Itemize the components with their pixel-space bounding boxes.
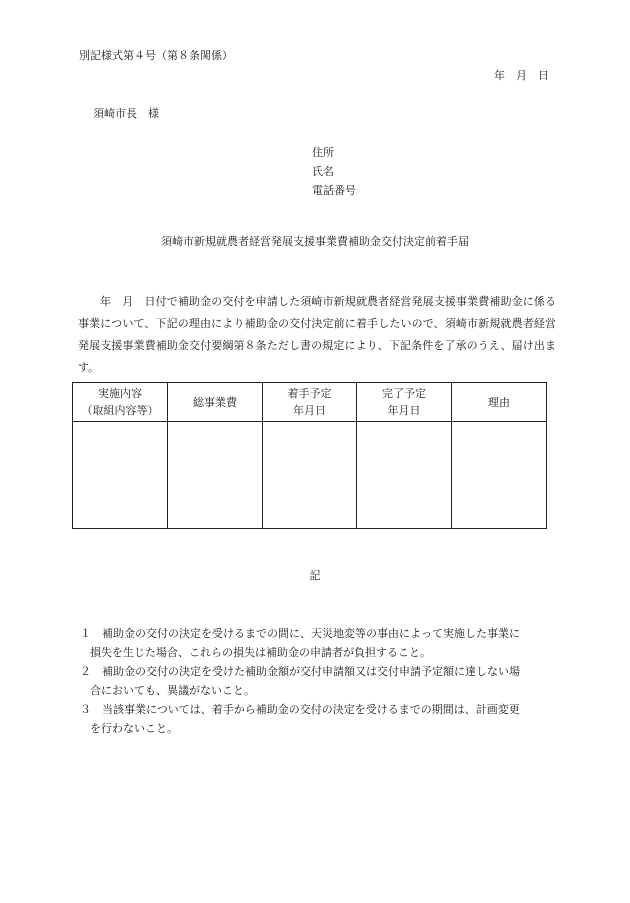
condition-text-cont: を行わないこと。 (90, 722, 178, 735)
condition-text: 当該事業については、着手から補助金の交付の決定を受けるまでの期間は、計画変更 (102, 703, 520, 716)
col-header-end-date: 完了予定 年月日 (357, 383, 452, 422)
cell-start-date[interactable] (263, 422, 357, 529)
col-header-content: 実施内容 （取組内容等） (73, 383, 168, 422)
condition-text-cont: 損失を生じた場合、これらの損失は補助金の申請者が負担すること。 (90, 646, 431, 659)
addressee: 須崎市長 様 (93, 107, 159, 120)
list-item (78, 662, 560, 681)
condition-number: １ (80, 627, 91, 640)
date-line: 年 月 日 (494, 69, 549, 82)
form-id: 別記様式第４号（第８条関係） (79, 49, 233, 62)
phone-label: 電話番号 (312, 184, 356, 197)
list-item (78, 624, 560, 643)
cell-reason[interactable] (452, 422, 547, 529)
condition-text-cont: 合においても、異議がないこと。 (90, 684, 255, 697)
condition-number: ２ (80, 665, 91, 678)
cell-end-date[interactable] (357, 422, 452, 529)
condition-text: 補助金の交付の決定を受けた補助金額が交付申請額又は交付申請予定額に達しない場 (102, 665, 520, 678)
list-item (78, 700, 560, 719)
name-label: 氏名 (312, 165, 334, 178)
intro-paragraph: 年 月 日付で補助金の交付を申請した須崎市新規就農者経営発展支援事業費補助金に係る事業について、下記の理由により補助金の交付決定前に着手したいので、須崎市新規就農者経営発展支援事業費補助金交付要綱第８条ただし書の規定により、下記条件を了承のうえ、届け出ます。 (78, 295, 556, 374)
col-header-reason: 理由 (452, 383, 547, 422)
ki-heading: 記 (309, 569, 321, 582)
schedule-table (72, 382, 547, 529)
document-title: 須崎市新規就農者経営発展支援事業費補助金交付決定前着手届 (161, 235, 469, 248)
condition-number: ３ (80, 703, 91, 716)
address-label: 住所 (312, 146, 334, 159)
applicant-block (312, 143, 356, 200)
table-header-row (73, 383, 547, 422)
conditions-list (78, 624, 560, 738)
col-header-total-cost: 総事業費 (168, 383, 263, 422)
condition-text: 補助金の交付の決定を受けるまでの間に、天災地変等の事由によって実施した事業に (102, 627, 520, 640)
col-header-start-date: 着手予定 年月日 (263, 383, 357, 422)
cell-content[interactable] (73, 422, 168, 529)
cell-total-cost[interactable] (168, 422, 263, 529)
table-row (73, 422, 547, 529)
